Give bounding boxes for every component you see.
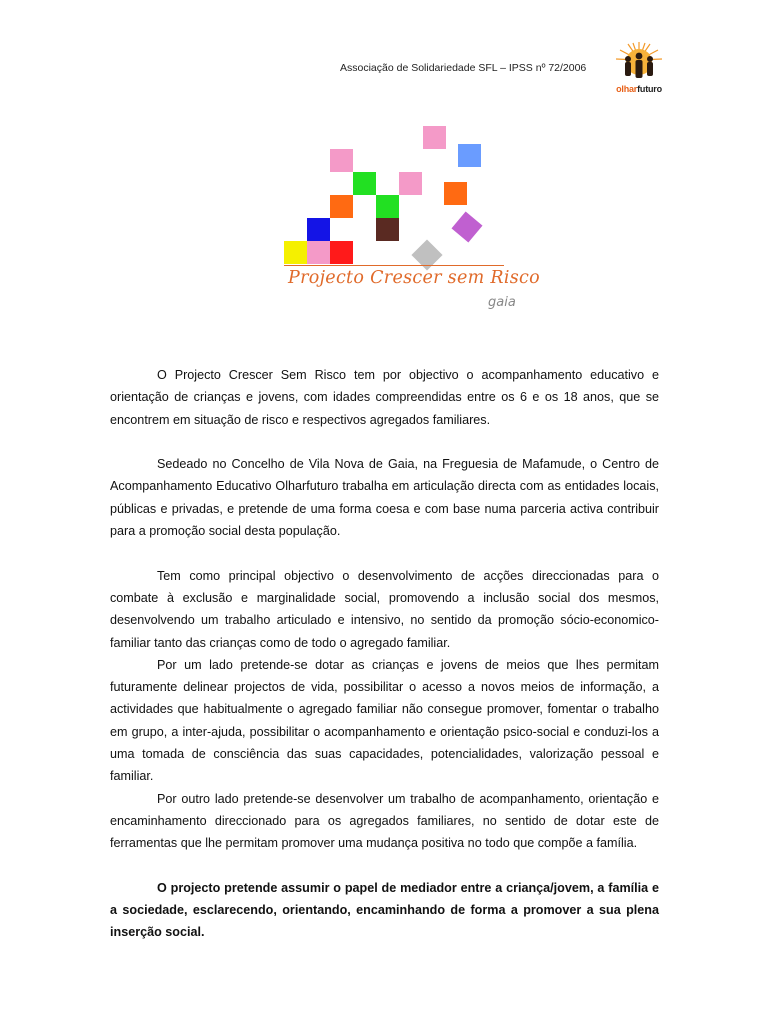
logo-subtitle: gaia [488, 295, 516, 310]
logo-square-pink-mid [399, 172, 422, 195]
wordmark-part1: olhar [616, 84, 638, 94]
olharfuturo-wordmark [604, 84, 674, 94]
wordmark-part2: futuro [637, 84, 662, 94]
logo-square-blue [307, 218, 330, 241]
logo-square-red [330, 241, 353, 264]
logo-square-purple [452, 212, 483, 243]
logo-square-brown [376, 218, 399, 241]
logo-underline [284, 265, 504, 266]
document-body [110, 364, 659, 944]
logo-square-lightblue [458, 144, 481, 167]
olharfuturo-logo [604, 40, 674, 98]
logo-square-pink [330, 149, 353, 172]
logo-square-orange [330, 195, 353, 218]
paragraph-4: Por um lado pretende-se dotar as crianças e jovens de meios que lhes permitam futuramente delinear projectos de vida, possibilitar o acesso a novos meios de informação, a actividades que habitualmente o agregado familiar não consegue promover, fomentar o trabalho em grupo, a inter-ajuda, possibilitar o acompanhamento e orientação psico-social e conduzi-los a uma tomada de consciência das suas capacidades, potencialidades, valorização pessoal e familiar. [110, 657, 659, 784]
paragraph-5: Por outro lado pretende-se desenvolver um trabalho de acompanhamento, orientação e encaminhamento direccionado para os agregados familiares, no sentido de dotar este de ferramentas que lhe permitam promover uma mudança positiva no todo que compõe a família. [110, 791, 659, 851]
sun-family-icon [610, 40, 668, 86]
paragraph-1: O Projecto Crescer Sem Risco tem por objectivo o acompanhamento educativo e orientação de crianças e jovens, com idades compreendidas entre os 6 e os 18 anos, que se encontrem em situação de risco e respectivos agregados familiares. [110, 368, 659, 427]
header-association-text: Associação de Solidariedade SFL – IPSS nº 72/2006 [340, 62, 587, 74]
paragraph-2: Sedeado no Concelho de Vila Nova de Gaia, na Freguesia de Mafamude, o Centro de Acompanhamento Educativo Olharfuturo trabalha em articulação directa com as entidades locais, públicas e privadas, e pretende de uma forma coesa e com base numa parceria activa contribuir para a promoção social desta população. [110, 457, 659, 539]
paragraph-3: Tem como principal objectivo o desenvolvimento de acções direccionadas para o combate à exclusão e marginalidade social, promovendo a inclusão social dos mesmos, desenvolvendo um trabalho articulado e intensivo, no sentido da promoção sócio-economico-familiar tanto das crianças como de todo o agregado familiar. [110, 568, 659, 650]
logo-square-pink-top [423, 126, 446, 149]
logo-square-pink-bottom [307, 241, 330, 264]
logo-title: Projecto Crescer sem Risco [288, 268, 540, 288]
paragraph-6-bold: O projecto pretende assumir o papel de mediador entre a criança/jovem, a família e a sociedade, esclarecendo, orientando, encaminhando de forma a promover a sua plena inserção social. [110, 880, 659, 940]
project-logo [282, 124, 540, 320]
logo-square-yellow [284, 241, 307, 264]
logo-square-green [353, 172, 376, 195]
logo-square-green-2 [376, 195, 399, 218]
logo-square-orange-right [444, 182, 467, 205]
